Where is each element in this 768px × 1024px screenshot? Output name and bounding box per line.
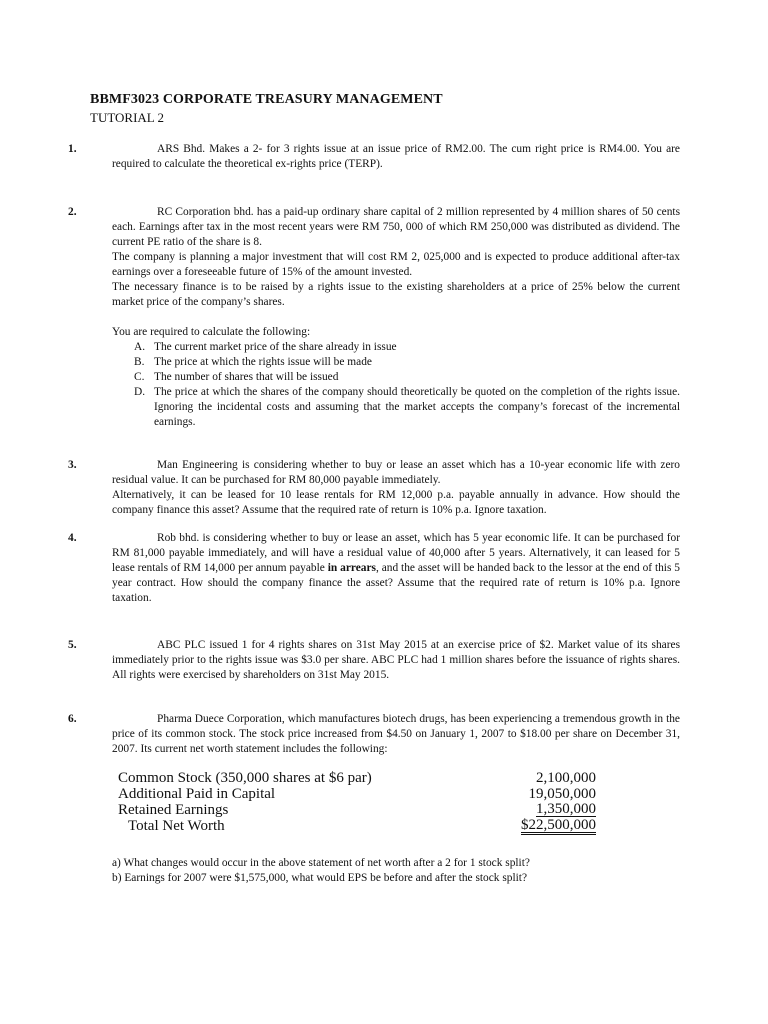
question-body — [112, 205, 680, 430]
question-text: ABC PLC issued 1 for 4 rights shares on 31st May 2015 at an exercise price of $2. Market value of its shares immediately prior to the rights issue was $3.0 per share. ABC PLC had 1 million shares before the issuance of rights shares. All rights were exercised by shareholders on 31st May 2015. — [112, 639, 680, 681]
sub-question-a: a) What changes would occur in the above statement of net worth after a 2 for 1 stock split? — [112, 857, 530, 869]
emphasis-text: in arrears — [327, 562, 376, 574]
question-number: 5. — [68, 639, 77, 651]
sub-question-item: B. The price at which the rights issue will be made — [134, 356, 372, 368]
statement-row — [118, 786, 600, 802]
statement-value: 19,050,000 — [528, 786, 596, 802]
statement-total-row — [118, 818, 600, 834]
statement-label: Additional Paid in Capital — [118, 786, 276, 802]
sub-question-item: A. The current market price of the share already in issue — [134, 341, 397, 353]
question-number: 3. — [68, 459, 77, 471]
question-number: 2. — [68, 206, 77, 218]
statement-label: Total Net Worth — [128, 818, 225, 834]
question-paragraph: The necessary finance is to be raised by a rights issue to the existing shareholders at a price of 25% below the current market price of the company’s shares. — [112, 281, 680, 308]
tutorial-subtitle: TUTORIAL 2 — [90, 110, 165, 125]
question-paragraph: RC Corporation bhd. has a paid-up ordinary share capital of 2 million represented by 4 million shares of 50 cents each. Earnings after tax in the most recent years were RM 750, 000 of which RM 250,000 was distributed as dividend. The current PE ratio of the share is 8. — [112, 206, 680, 248]
question-text: Rob bhd. is considering whether to buy or lease an asset, which has 5 year economic life. It can be purchased for RM 81,000 payable immediately, and will have a residual value of 40,000 after 5 years. Alternatively, it can leased for 5 lease rentals of RM 14,000 per annum payable — [112, 532, 680, 574]
question-text: ARS Bhd. Makes a 2- for 3 rights issue at an issue price of RM2.00. The cum right price is RM4.00. You are required to calculate the theoretical ex-rights price (TERP). — [112, 143, 680, 170]
statement-value: 2,100,000 — [536, 770, 596, 786]
statement-label: Retained Earnings — [118, 802, 229, 818]
statement-row — [118, 802, 600, 818]
net-worth-statement — [118, 770, 600, 834]
sub-question-list — [112, 340, 680, 430]
statement-value: 1,350,000 — [536, 801, 596, 817]
sub-question-b: b) Earnings for 2007 were $1,575,000, what would EPS be before and after the stock split? — [112, 872, 528, 884]
course-title: BBMF3023 CORPORATE TREASURY MANAGEMENT — [90, 92, 443, 107]
sub-question-item: D. The price at which the shares of the company should theoretically be quoted on the completion of the rights issue. Ignoring the incidental costs and assuming that the market accepts the company’s forecast of the incremental earnings. — [134, 386, 680, 428]
question-body — [112, 712, 680, 757]
statement-total-value: $22,500,000 — [521, 817, 596, 833]
question-body — [112, 142, 680, 172]
question-number: 4. — [68, 532, 77, 544]
question-paragraph: Man Engineering is considering whether to buy or lease an asset which has a 10-year economic life with zero residual value. It can be purchased for RM 80,000 payable immediately. — [112, 459, 680, 486]
question-text: , and the asset will be handed back to the lessor at the end of this 5 year contract. How should the company finance the asset? Assume that the required rate of return is 10% p.a. Ignore taxation. — [112, 562, 680, 604]
sub-question-item: C. The number of shares that will be issued — [134, 371, 339, 383]
question-body — [112, 531, 680, 606]
question-instruction: You are required to calculate the following: — [112, 326, 311, 338]
question-text: Pharma Duece Corporation, which manufactures biotech drugs, has been experiencing a tremendous growth in the price of its common stock. The stock price increased from $4.50 on January 1, 2007 to $18.00 per share on December 31, 2007. Its current net worth statement includes the following: — [112, 713, 680, 755]
statement-row — [118, 770, 600, 786]
question-paragraph: The company is planning a major investment that will cost RM 2, 025,000 and is expected to produce additional after-tax earnings over a foreseeable future of 15% of the amount invested. — [112, 251, 680, 278]
statement-label: Common Stock (350,000 shares at $6 par) — [118, 770, 372, 786]
question-number: 6. — [68, 713, 77, 725]
question-paragraph: Alternatively, it can be leased for 10 lease rentals for RM 12,000 p.a. payable annually in advance. How should the company finance this asset? Assume that the required rate of return is 10% p.a. Ignore taxation. — [112, 489, 680, 516]
question-body — [112, 458, 680, 518]
question-body — [112, 638, 680, 683]
question-6-subparts — [112, 856, 680, 886]
question-number: 1. — [68, 143, 77, 155]
